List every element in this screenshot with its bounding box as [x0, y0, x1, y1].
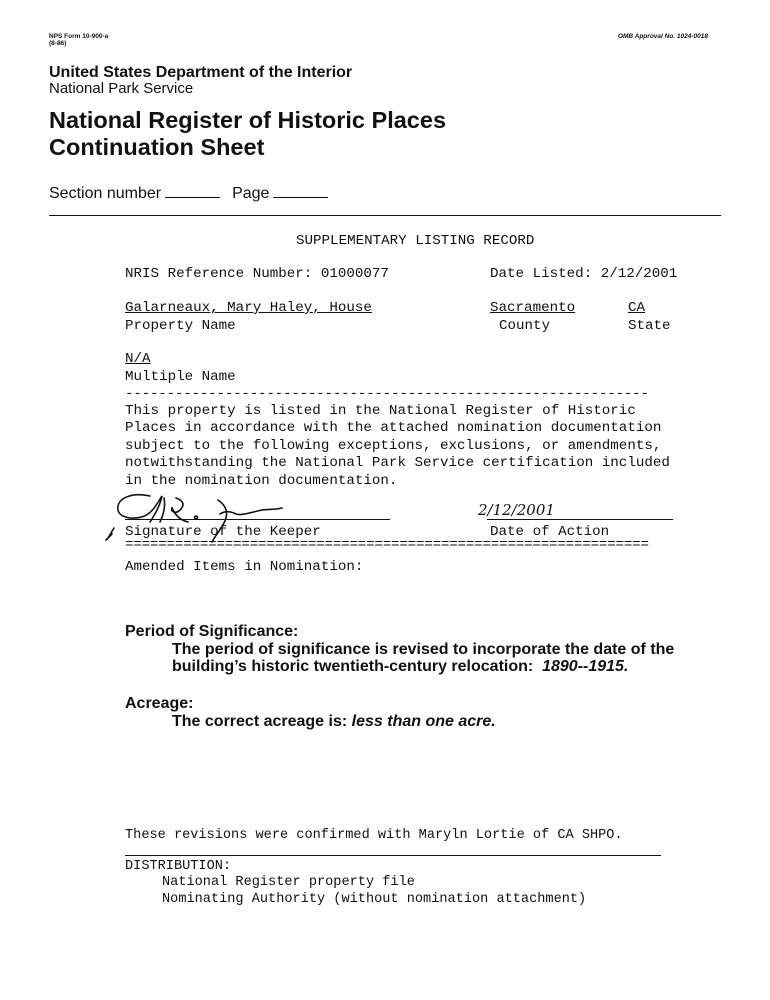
section-page-line: [49, 185, 340, 203]
nris-label: NRIS Reference Number:: [125, 266, 313, 282]
distribution-label: DISTRIBUTION:: [125, 859, 232, 874]
date-listed: [490, 266, 677, 282]
page-title: [49, 107, 446, 161]
period-text-2-body: building’s historic twentieth-century relocation:: [172, 658, 534, 675]
statement-line: in the nomination documentation.: [125, 472, 398, 489]
period-heading: Period of Significance:: [125, 623, 299, 640]
title-line-2: Continuation Sheet: [49, 134, 265, 160]
acreage-text-body: The correct acreage is:: [172, 713, 348, 730]
distribution-rule: [125, 855, 661, 856]
equals-divider: ===============================================================: [125, 537, 649, 553]
distribution-list: [162, 875, 586, 908]
listing-statement: [125, 403, 670, 490]
state-value: CA: [628, 300, 646, 316]
form-number-text: NPS Form 10-900-a: [49, 33, 109, 40]
page-label: Page: [232, 185, 270, 202]
county-value: Sacramento: [490, 300, 576, 316]
distribution-item: National Register property file: [162, 875, 415, 890]
nris-value: 01000077: [320, 266, 389, 282]
state-label: State: [628, 318, 671, 334]
agency-name: National Park Service: [49, 80, 194, 97]
record-heading: SUPPLEMENTARY LISTING RECORD: [296, 233, 535, 249]
signature-label: Signature of the Keeper: [125, 524, 321, 540]
statement-line: This property is listed in the National Register of Historic: [125, 403, 636, 419]
date-listed-value: 2/12/2001: [600, 266, 678, 282]
distribution-item: Nominating Authority (without nomination attachment): [162, 891, 587, 907]
acreage-value: less than one acre.: [351, 713, 496, 730]
nris-reference: [125, 266, 389, 282]
form-number: [49, 33, 108, 47]
header-rule: [49, 215, 721, 216]
title-line-1: National Register of Historic Places: [49, 107, 447, 133]
multiple-name-label: Multiple Name: [125, 369, 236, 385]
section-number-blank: [165, 185, 220, 198]
period-text-2: [172, 658, 628, 676]
omb-approval: OMB Approval No. 1024-0018: [617, 33, 708, 40]
handwritten-action-date: 2/12/2001: [478, 501, 555, 519]
dash-divider: ---------------------------------------------------------------: [125, 386, 649, 402]
acreage-text: [172, 713, 496, 731]
date-of-action-line: [487, 519, 673, 520]
county-label: County: [499, 318, 551, 334]
period-value: 1890--1915.: [542, 658, 629, 675]
date-listed-label: Date Listed:: [490, 266, 593, 282]
amended-items-label: Amended Items in Nomination:: [125, 559, 364, 575]
property-name-value: Galarneaux, Mary Haley, House: [125, 300, 372, 316]
section-number-label: Section number: [49, 185, 162, 202]
period-text-1: The period of significance is revised to incorporate the date of the: [172, 641, 675, 658]
signature-line: [125, 519, 390, 520]
multiple-name-value: N/A: [125, 351, 151, 367]
property-name-label: Property Name: [125, 318, 236, 334]
form-date-text: (8-86): [49, 40, 67, 47]
statement-line: Places in accordance with the attached nomination documentation: [125, 420, 662, 437]
page-blank: [273, 185, 328, 198]
date-of-action-label: Date of Action: [490, 524, 610, 540]
confirmation-note: These revisions were confirmed with Maryln Lortie of CA SHPO.: [125, 828, 623, 843]
statement-line: subject to the following exceptions, exclusions, or amendments,: [125, 437, 662, 454]
department-name: United States Department of the Interior: [49, 64, 353, 81]
statement-line: notwithstanding the National Park Service certification included: [125, 455, 670, 472]
acreage-heading: Acreage:: [125, 695, 194, 712]
